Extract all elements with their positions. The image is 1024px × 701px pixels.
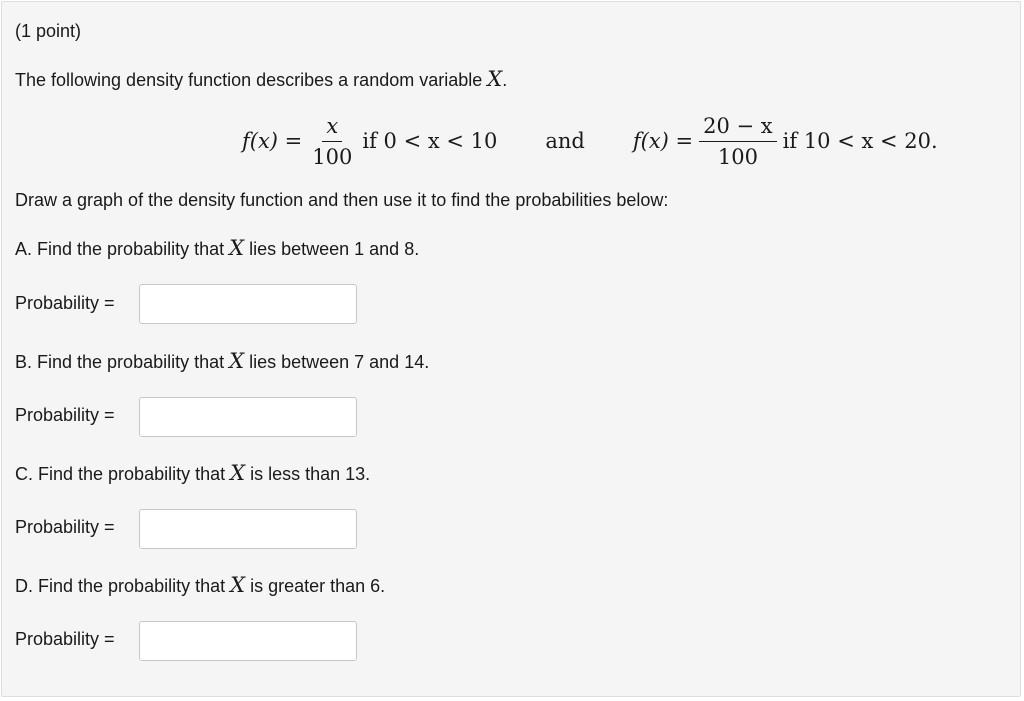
formula-connector: and (545, 129, 585, 153)
fraction-1-numerator: x (322, 114, 342, 142)
question-d (15, 574, 385, 597)
probability-b-label: Probability = (15, 405, 115, 425)
question-b (15, 350, 429, 373)
probability-d-input[interactable] (139, 621, 357, 661)
fraction-1 (308, 114, 356, 169)
question-a-suffix: lies between 1 and 8. (244, 239, 420, 259)
question-a-variable: X (229, 236, 245, 260)
probability-a-input[interactable] (139, 284, 357, 324)
fraction-2-numerator: 20 − x (699, 114, 777, 142)
formula-lhs-2: f(x) = (632, 129, 694, 153)
intro-text (15, 68, 507, 91)
question-c-prefix: C. Find the probability that (15, 464, 231, 484)
question-c-variable: X (230, 461, 246, 485)
question-d-prefix: D. Find the probability that (15, 576, 231, 596)
probability-c-label: Probability = (15, 517, 115, 537)
question-b-variable: X (229, 349, 245, 373)
question-d-variable: X (230, 573, 246, 597)
question-b-prefix: B. Find the probability that (15, 352, 230, 372)
probability-b-input[interactable] (139, 397, 357, 437)
probability-c-input[interactable] (139, 509, 357, 549)
question-c-suffix: is less than 13. (245, 464, 371, 484)
fraction-1-denominator: 100 (312, 144, 353, 169)
condition-2: if 10 < x < 20. (782, 129, 938, 153)
question-a (15, 237, 419, 260)
formula-lhs-1: f(x) = (242, 129, 303, 153)
instructions-text: Draw a graph of the density function and then use it to find the probabilities below: (15, 190, 669, 210)
condition-1: if 0 < x < 10 (362, 129, 498, 153)
question-a-prefix: A. Find the probability that (15, 239, 230, 259)
random-variable: X (487, 67, 503, 91)
probability-d-label: Probability = (15, 629, 115, 649)
fraction-2-denominator: 100 (717, 144, 758, 169)
question-c (15, 462, 370, 485)
probability-a-label: Probability = (15, 293, 115, 313)
points-label: (1 point) (15, 21, 82, 41)
density-formula (242, 110, 938, 172)
question-b-suffix: lies between 7 and 14. (244, 352, 430, 372)
intro-period: . (502, 70, 508, 90)
problem-panel (1, 1, 1021, 697)
intro-sentence: The following density function describes a random variable (15, 70, 488, 90)
question-d-suffix: is greater than 6. (245, 576, 386, 596)
fraction-2 (699, 114, 777, 169)
